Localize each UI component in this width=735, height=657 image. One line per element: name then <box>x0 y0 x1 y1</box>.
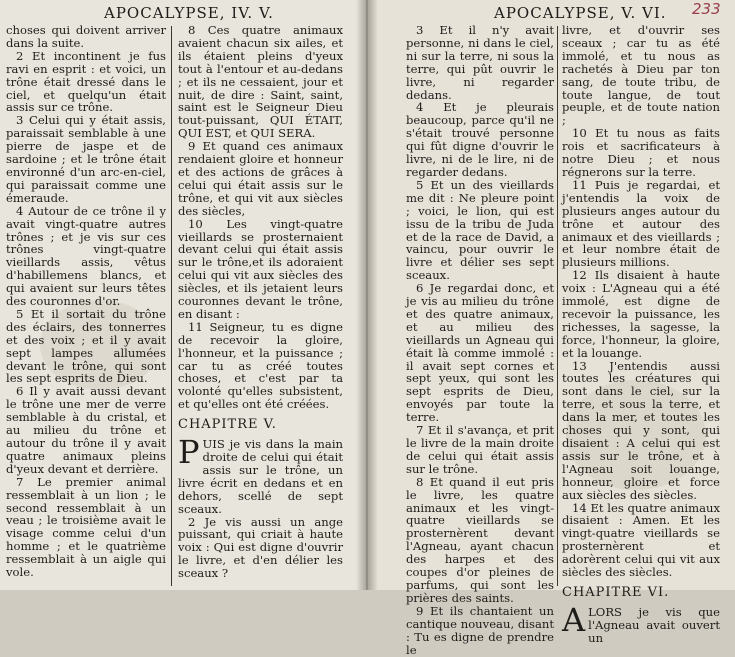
drop-cap: P <box>178 433 200 472</box>
verse-text: 10 Les vingt-quatre vieillards se prosternaient devant celui qui était assis sur le trône,et ils adoraient celui qui vit aux siècles des siècles, et ils jetaient leurs couronnes devant le trône, en disant : <box>178 216 343 321</box>
right-column-2 <box>562 23 720 645</box>
right-page <box>366 0 735 657</box>
verse-text: 5 Et un des vieillards me dit : Ne pleure point ; voici, le lion, qui est issu de la tribu de Juda et de la race de David, a vaincu, pour ouvrir le livre et délier ses sept sceaux. <box>406 177 554 283</box>
verse-text: 9 Et quand ces animaux rendaient gloire et honneur et des actions de grâces à celui qui était assis sur le trône, et qui vit aux siècles des siècles, <box>178 139 343 218</box>
book-gutter <box>356 0 378 590</box>
verse-text: 2 Et incontinent je fus ravi en esprit : et voici, un trône était dressé dans le ciel, et quelqu'un était assis sur ce trône. <box>6 48 166 115</box>
chapter-heading: CHAPITRE V. <box>178 417 277 433</box>
verse-text: UIS je vis dans la main droite de celui qui était assis sur le trône, un livre écrit en dedans et en dehors, scellé de sept sceaux. <box>178 437 343 516</box>
verse-text: 7 Le premier animal ressemblait à un lion ; le second ressemblait à un veau ; le troisième avait le visage comme celui d'un homme ; et le quatrième ressemblait à un aigle qui vole. <box>6 474 166 580</box>
chapter-heading: CHAPITRE VI. <box>562 584 670 600</box>
left-column-2 <box>178 24 343 584</box>
right-column-1 <box>406 23 554 657</box>
verse-text: LORS je vis que l'Agneau avait ouvert un <box>588 604 720 645</box>
verse-text: 11 Puis je regardai, et j'entendis la voix de plusieurs anges autour du trône et autour des animaux et des vieillards ; et leur nombre était de plusieurs millions. <box>562 177 720 270</box>
right-running-head: APOCALYPSE, V. VI. <box>494 4 667 22</box>
verse-text: livre, et d'ouvrir ses sceaux ; car tu as été immolé, et tu nous as rachetés à Dieu par ton sang, de toute tribu, de toute langue, de tout peuple, et de toute nation ; <box>562 23 720 128</box>
verse-text: 6 Il y avait aussi devant le trône une mer de verre semblable à du cristal, et au milieu du trône et autour du trône il y avait quatre animaux pleins d'yeux devant et derrière. <box>6 384 166 476</box>
verse-text: 12 Ils disaient à haute voix : L'Agneau qui a été immolé, est digne de recevoir la puissance, les richesses, la sagesse, la force, l'honneur, la gloire, et la louange. <box>562 268 720 360</box>
left-column-1 <box>6 24 166 584</box>
handwritten-folio-mark: 233 <box>692 0 721 18</box>
verse-text: choses qui doivent arriver dans la suite. <box>6 23 166 50</box>
verse-text: 3 Celui qui y était assis, paraissait semblable à une pierre de jaspe et de sardoine ; et le trône était environné d'un arc-en-ciel, qui paraissait comme une émeraude. <box>6 113 166 205</box>
verse-text: 8 Ces quatre animaux avaient chacun six ailes, et ils étaient pleins d'yeux tout à l'entour et au-dedans ; et ils ne cessaient, jour et nuit, de dire : Saint, saint, saint est le Seigneur Dieu tout-puissant, QUI ÉTAIT, QUI EST, et QUI SERA. <box>178 23 343 141</box>
verse-text: 11 Seigneur, tu es digne de recevoir la gloire, l'honneur, et la puissance ; car tu as créé toutes choses, et c'est par ta volonté qu'elles subsistent, et qu'elles ont été créées. <box>178 319 343 412</box>
verse-text: 3 Et il n'y avait personne, ni dans le ciel, ni sur la terre, ni sous la terre, qui pût ouvrir le livre, ni regarder dedans. <box>406 23 554 102</box>
verse-text: 7 Et il s'avança, et prit le livre de la main droite de celui qui était assis sur le trône. <box>406 423 554 476</box>
verse-text: 9 Et ils chantaient un cantique nouveau, disant : Tu es digne de prendre le <box>406 603 554 657</box>
verse-text: 14 Et les quatre animaux disaient : Amen. Et les vingt-quatre vieillards se prosternèrent et adorèrent celui qui vit aux siècles des siècles. <box>562 500 720 580</box>
chapter-vi-verse-1 <box>562 600 720 645</box>
verse-text: 10 Et tu nous as faits rois et sacrificateurs à notre Dieu ; et nous régnerons sur la terre. <box>562 126 720 179</box>
verse-text: 6 Je regardai donc, et je vis au milieu du trône et des quatre animaux, et au milieu des vieillards un Agneau qui était là comme immolé : il avait sept cornes et sept yeux, qui sont les sept esprits de Dieu, envoyés par toute la terre. <box>406 281 554 425</box>
verse-text: 8 Et quand il eut pris le livre, les quatre animaux et les vingt-quatre vieillards se prosternèrent devant l'Agneau, ayant chacun des harpes et des coupes d'or pleines de parfums, qui sont les prières des saints. <box>406 474 554 605</box>
left-page <box>0 0 366 590</box>
verse-text: 13 J'entendis aussi toutes les créatures qui sont dans le ciel, sur la terre, et sous la terre, et dans la mer, et toutes les choses qui y sont, qui disaient : A celui qui est assis sur le trône, et à l'Agneau soit louange, honneur, gloire et force aux siècles des siècles. <box>562 358 720 502</box>
column-divider <box>171 26 172 586</box>
chapter-v-verse-1 <box>178 433 343 516</box>
column-divider <box>557 26 558 586</box>
verse-text: 5 Et il sortait du trône des éclairs, des tonnerres et des voix ; et il y avait sept lampes allumées devant le trône, qui sont les sept esprits de Dieu. <box>6 306 166 386</box>
verse-text: 2 Je vis aussi un ange puissant, qui criait à haute voix : Qui est digne d'ouvrir le livre, et d'en délier les sceaux ? <box>178 514 343 581</box>
drop-cap: A <box>562 600 586 639</box>
verse-text: 4 Et je pleurais beaucoup, parce qu'il ne s'était trouvé personne qui fût digne d'ouvrir le livre, ni de le lire, ni de regarder dedans. <box>406 100 554 179</box>
left-running-head: APOCALYPSE, IV. V. <box>104 4 274 22</box>
verse-text: 4 Autour de ce trône il y avait vingt-quatre autres trônes ; et je vis sur ces trônes vingt-quatre vieillards assis, vêtus d'habillemens blancs, et qui avaient sur leurs têtes des couronnes d'or. <box>6 203 166 309</box>
